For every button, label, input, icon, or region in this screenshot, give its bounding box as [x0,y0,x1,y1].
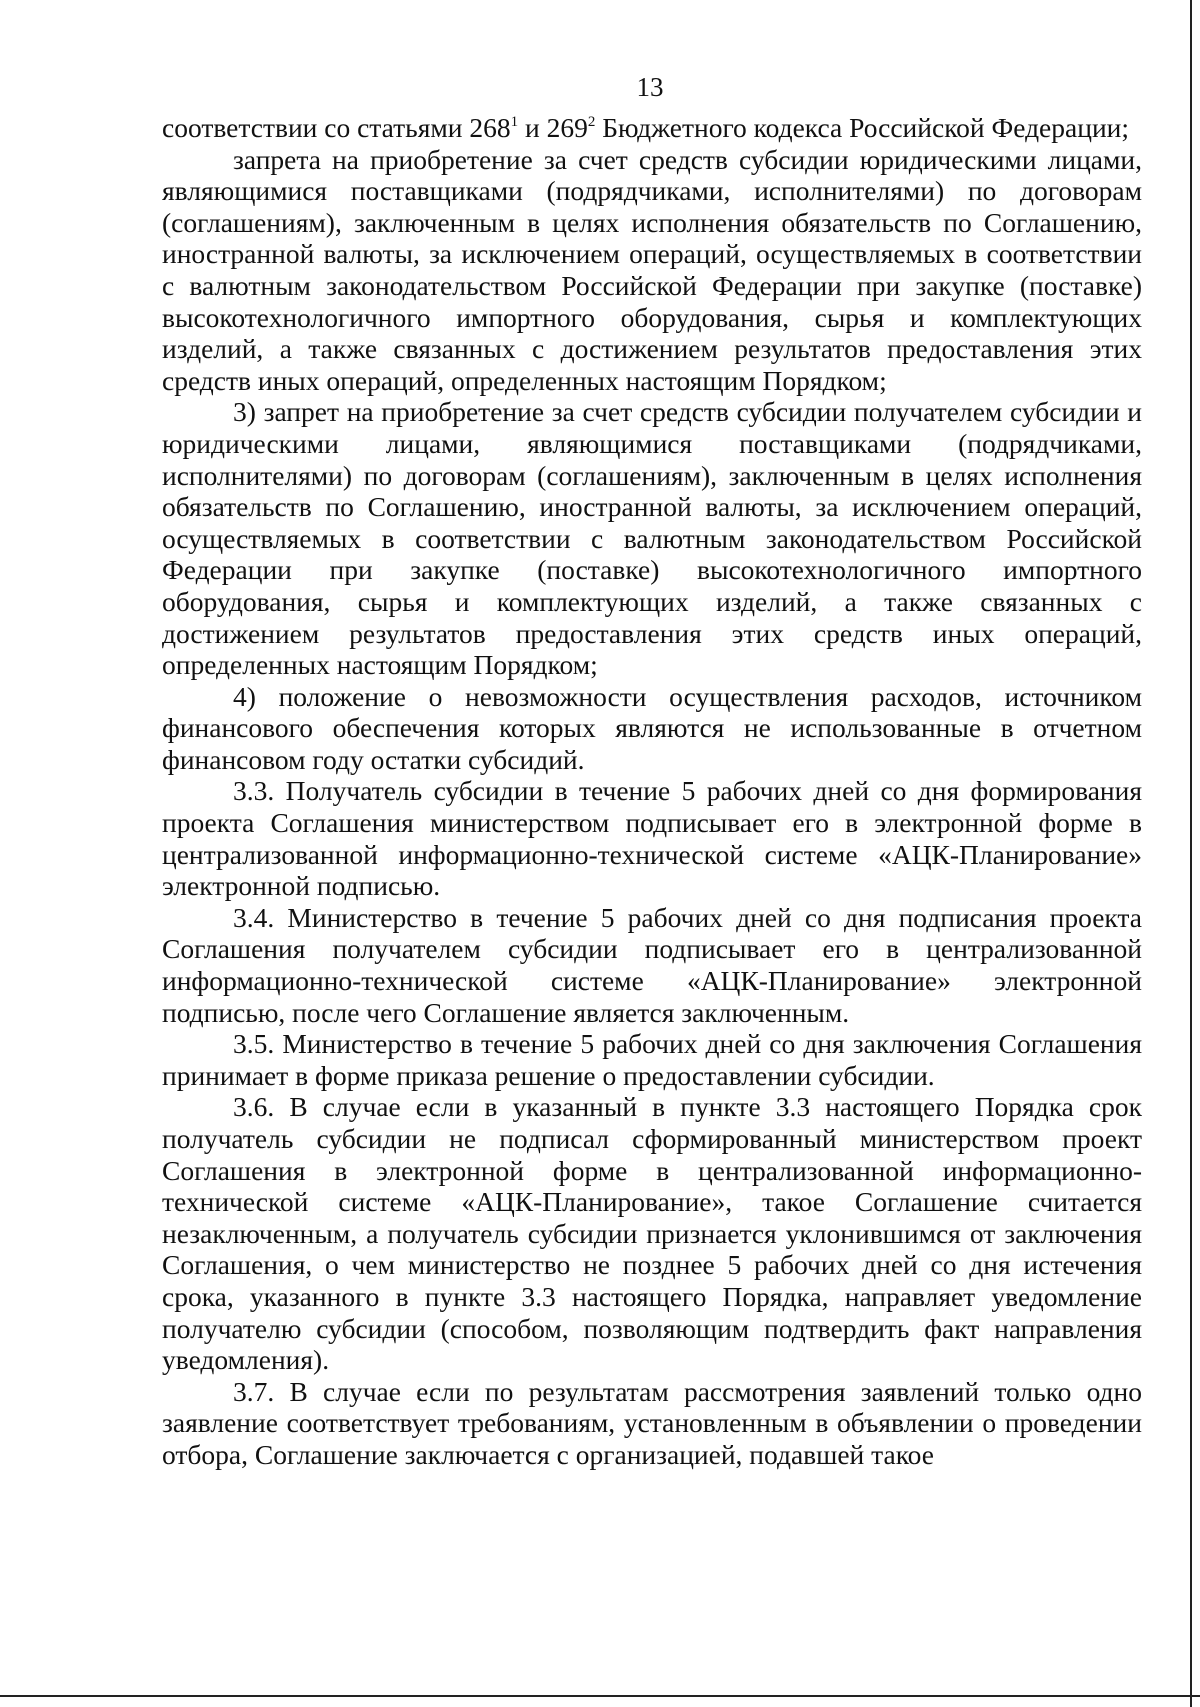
paragraph-text: соответствии со статьями 268 [162,112,511,143]
paragraph-3-3: 3.3. Получатель субсидии в течение 5 рабочих дней со дня формирования проекта Соглашения министерством подписывает его в электронной форме в централизованной информационно-технической системе «АЦК-Планирование» электронной подписью. [162,775,1142,902]
paragraph-item-3: 3) запрет на приобретение за счет средств субсидии получателем субсидии и юридическими лицами, являющимися поставщиками (подрядчиками, исполнителями) по договорам (соглашениям), заключенным в целях исполнения обязательств по Соглашению, иностранной валюты, за исключением операций, осуществляемых в соответствии с валютным законодательством Российской Федерации при закупке (поставке) высокотехнологичного импортного оборудования, сырья и комплектующих изделий, а также связанных с достижением результатов предоставления этих средств иных операций, определенных настоящим Порядком; [162,396,1142,681]
paragraph-3-6: 3.6. В случае если в указанный в пункте 3.3 настоящего Порядка срок получатель субсидии не подписал сформированный министерством проект Соглашения в электронной форме в централизованной информационно-технической системе «АЦК-Планирование», такое Соглашение считается незаключенным, а получатель субсидии признается уклонившимся от заключения Соглашения, о чем министерство не позднее 5 рабочих дней со дня истечения срока, указанного в пункте 3.3 настоящего Порядка, направляет уведомление получателю субсидии (способом, позволяющим подтвердить факт направления уведомления). [162,1091,1142,1376]
scan-border-right [1190,0,1192,1707]
page-number: 13 [636,72,664,102]
paragraph-item-4: 4) положение о невозможности осуществления расходов, источником финансового обеспечения которых являются не использованные в отчетном финансовом году остатки субсидий. [162,680,1142,775]
superscript-marker: 2 [587,114,596,130]
document-body [162,112,1142,1471]
scan-border-bottom [0,1695,1200,1697]
paragraph-3-5: 3.5. Министерство в течение 5 рабочих дней со дня заключения Соглашения принимает в форме приказа решение о предоставлении субсидии. [162,1028,1142,1091]
paragraph-text: Бюджетного кодекса Российской Федерации; [595,112,1130,143]
paragraph-budget-code-reference [162,112,1142,144]
superscript-marker: 1 [510,114,519,130]
paragraph-3-7: 3.7. В случае если по результатам рассмотрения заявлений только одно заявление соответствует требованиям, установленным в объявлении о проведении отбора, Соглашение заключается с организацией, подавшей такое [162,1375,1142,1470]
paragraph-legal-entities-currency-ban: запрета на приобретение за счет средств субсидии юридическими лицами, являющимися поставщиками (подрядчиками, исполнителями) по договорам (соглашениям), заключенным в целях исполнения обязательств по Соглашению, иностранной валюты, за исключением операций, осуществляемых в соответствии с валютным законодательством Российской Федерации при закупке (поставке) высокотехнологичного импортного оборудования, сырья и комплектующих изделий, а также связанных с достижением результатов предоставления этих средств иных операций, определенных настоящим Порядком; [162,143,1142,396]
paragraph-text: и 269 [518,112,588,143]
paragraph-3-4: 3.4. Министерство в течение 5 рабочих дней со дня подписания проекта Соглашения получателем субсидии подписывает его в централизованной информационно-технической системе «АЦК-Планирование» электронной подписью, после чего Соглашение является заключенным. [162,901,1142,1028]
